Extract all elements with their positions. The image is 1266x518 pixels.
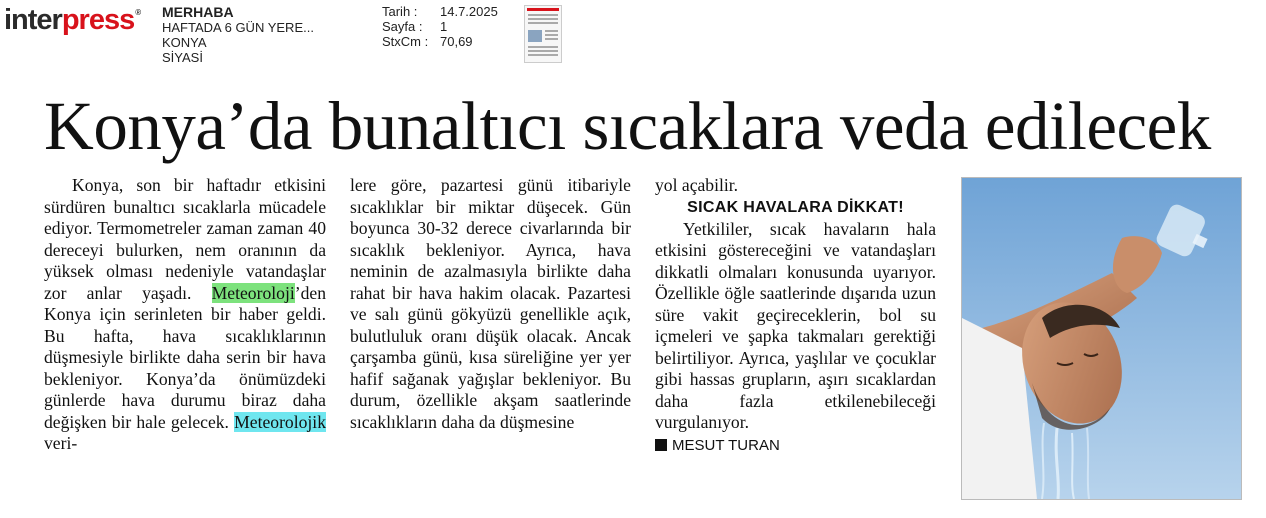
registered-mark: ® [135, 8, 141, 17]
logo-accent-text: press [61, 4, 135, 36]
col2-text: lere göre, pazartesi günü itibariyle sıcaklıklar bir miktar düşecek. Gün boyunca 30-32 derece civarlarında bir sıcaklık bekleniyor. Ayrıca, hava neminin de azalmasıyla birlikte daha rahat bir hava hakim olacak. Pazartesi ve salı günü gökyüzü genellikle açık, bulutluluk oranı düşük olacak. Ancak çarşamba günü, kısa süreliğine yer yer hafif sağanak yağışlar bekleniyor. Bu durum, özellikle akşam saatlerinde sıcaklıkların daha da düşmesine [350, 175, 631, 432]
col1-text-b: ’den Konya için serinleten bir haber geldi. Bu hafta, hava sıcaklıklarının düşmesiyle birlikte daha serin bir hava bekleniyor. Konya’da önümüzdeki günlerde hava durumu biraz daha değişken bir hale gelecek. [44, 282, 326, 432]
publication-name: MERHABA [162, 4, 234, 20]
article-column-3 [655, 175, 936, 456]
page-value: 1 [440, 19, 448, 34]
man-pouring-water-photo [962, 178, 1241, 499]
interpress-logo [4, 4, 139, 37]
clip-headline-short: HAFTADA 6 GÜN YERE... [162, 20, 314, 35]
article-column-1 [44, 175, 326, 455]
date-value: 14.7.2025 [440, 4, 498, 19]
article-headline: Konya’da bunaltıcı sıcaklara veda edilecek [44, 88, 1211, 164]
author-name: MESUT TURAN [672, 436, 780, 454]
source-meta [162, 5, 314, 65]
stxcm-value: 70,69 [440, 34, 473, 49]
article-photo [961, 177, 1242, 500]
col1-text-c: veri- [44, 433, 78, 453]
article-column-2 [350, 175, 631, 433]
clip-details [382, 4, 498, 49]
section-subheading: SICAK HAVALARA DİKKAT! [687, 198, 904, 216]
col3-continuation: yol açabilir. [655, 175, 739, 195]
col3-text: Yetkililer, sıcak havaların hala etkisini göstereceğini ve vatandaşları dikkatli olmaları konusunda uyarıyor. Özellikle öğle saatlerinde dışarıda uzun süre vakit geçireceklerin, bol su içmeleri ve şapka takmaları gerektiği belirtiliyor. Ayrıca, yaşlılar ve çocuklar gibi hassas grupların, aşırı sıcaklardan daha fazla etkilenebileceği vurgulanıyor. [655, 218, 936, 432]
byline [655, 435, 936, 457]
city-label: KONYA [162, 35, 207, 50]
page-label: Sayfa : [382, 19, 423, 34]
col1-text-a: Konya, son bir haftadır etkisini sürdüren bunaltıcı sıcaklarla mücadele ediyor. Termometreler zaman zaman 40 dereceyi bulurken, nem oranının da yüksek olması nedeniyle vatandaşlar zor anlar yaşadı. [44, 175, 326, 303]
byline-square-icon [655, 439, 667, 451]
date-label: Tarih : [382, 4, 418, 19]
category-label: SİYASİ [162, 50, 203, 65]
page-thumbnail[interactable] [524, 5, 562, 63]
highlight-meteoroloji: Meteoroloji [211, 282, 295, 303]
highlight-meteorolojik: Meteorolojik [234, 411, 326, 432]
logo-main-text: inter [4, 4, 62, 36]
stxcm-label: StxCm : [382, 34, 429, 49]
